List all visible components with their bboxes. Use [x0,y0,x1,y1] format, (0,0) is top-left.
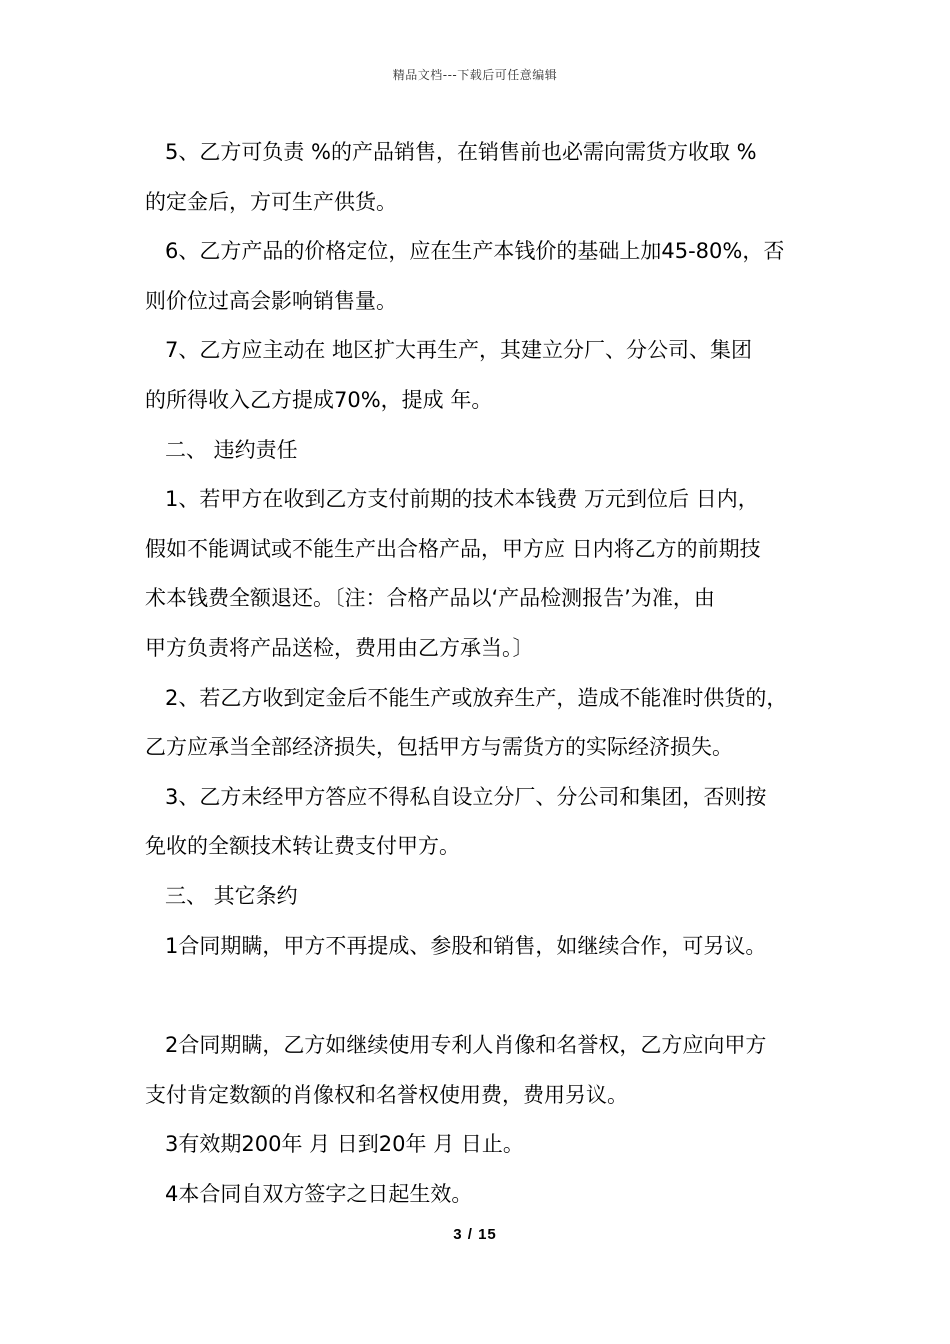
section-heading-other-terms: 三、 其它条约 [165,883,298,908]
paragraph-gap [145,971,825,1021]
other-1-line-1: 1合同期瞒，甲方不再提成、参股和销售，如继续合作，可另议。 [165,933,767,958]
clause-6-line-2: 则价位过高会影响销售量。 [145,288,397,313]
clause-5-line-2: 的定金后，方可生产供货。 [145,189,397,214]
clause-6-line-1: 6、乙方产品的价格定位，应在生产本钱价的基础上加45-80%，否 [165,239,785,264]
page-header: 精品文档---下载后可任意编辑 [392,68,558,82]
document-body [145,128,825,1219]
liability-1-line-3: 术本钱费全额退还。〔注：合格产品以‘产品检测报告’为准，由 [145,586,715,611]
liability-1-line-2: 假如不能调试或不能生产出合格产品，甲方应 日内将乙方的前期技 [145,536,761,561]
other-4-line-1: 4本合同自双方签字之日起生效。 [165,1181,473,1206]
other-3-line-1: 3有效期200年 月 日到20年 月 日止。 [165,1132,524,1157]
liability-3-line-1: 3、乙方未经甲方答应不得私自设立分厂、分公司和集团，否则按 [165,784,767,809]
clause-5-line-1: 5、乙方可负责 %的产品销售，在销售前也必需向需货方收取 % [165,140,757,164]
clause-7-line-2: 的所得收入乙方提成70%，提成 年。 [145,387,493,412]
section-heading-liability: 二、 违约责任 [165,437,298,462]
other-2-line-2: 支付肯定数额的肖像权和名誉权使用费，费用另议。 [145,1082,628,1107]
liability-1-line-4: 甲方负责将产品送检，费用由乙方承当。〕 [145,635,534,660]
liability-2-line-1: 2、若乙方收到定金后不能生产或放弃生产，造成不能准时供货的， [165,685,788,710]
liability-2-line-2: 乙方应承当全部经济损失，包括甲方与需货方的实际经济损失。 [145,735,733,760]
liability-3-line-2: 免收的全额技术转让费支付甲方。 [145,834,460,859]
other-2-line-1: 2合同期瞒，乙方如继续使用专利人肖像和名誉权，乙方应向甲方 [165,1033,767,1058]
page-number: 3 / 15 [453,1226,497,1243]
liability-1-line-1: 1、若甲方在收到乙方支付前期的技术本钱费 万元到位后 日内， [165,487,759,512]
clause-7-line-1: 7、乙方应主动在 地区扩大再生产，其建立分厂、分公司、集团 [165,338,753,363]
